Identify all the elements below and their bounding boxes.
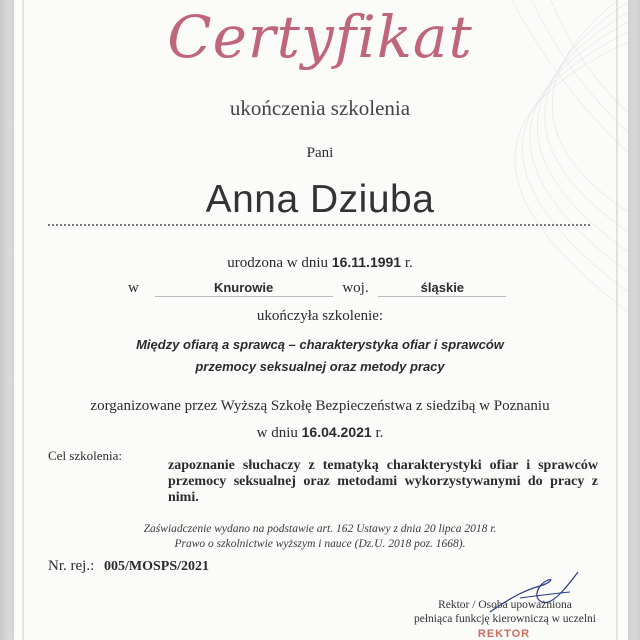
province-label: woj. xyxy=(342,280,369,296)
legal-line1: Zaświadczenie wydano na podstawie art. 162 Ustawy z dnia 20 lipca 2018 r. xyxy=(143,523,497,535)
birth-prefix: urodzona w dniu xyxy=(227,255,329,271)
signer-line1: Rektor / Osoba upoważniona xyxy=(438,599,572,611)
birth-suffix: r. xyxy=(404,255,413,271)
course-date-row xyxy=(0,424,640,442)
course-title-line1: Między ofiarą a sprawcą – charakterystyka ofiar i sprawców xyxy=(136,337,504,352)
course-title-line2: przemocy seksualnej oraz metody pracy xyxy=(195,359,445,374)
place-row xyxy=(128,280,528,297)
birth-date: 16.11.1991 xyxy=(331,254,402,270)
goal-text: zapoznanie słuchaczy z tematyką charakterystyki ofiar i sprawców przemocy seksualnej oraz metodami wykorzystywanymi do pracy z nimi. xyxy=(168,458,598,505)
salutation: Pani xyxy=(306,145,334,161)
certificate-title: Certyfikat xyxy=(167,3,473,71)
course-date-prefix: w dniu xyxy=(256,425,298,441)
recipient-name: Anna Dziuba xyxy=(205,178,435,221)
birth-province: śląskie xyxy=(378,280,506,297)
rector-stamp-icon xyxy=(466,620,542,640)
goal-label: Cel szkolenia: xyxy=(48,448,123,463)
birth-city: Knurowie xyxy=(155,280,333,297)
registration-number-row xyxy=(48,558,209,575)
signer-line2: pełniąca funkcję kierowniczą w uczelni xyxy=(414,613,596,625)
course-title xyxy=(0,334,640,378)
registration-number: 005/MOSPS/2021 xyxy=(104,559,210,574)
birth-row xyxy=(0,254,640,272)
completed-label: ukończyła szkolenie: xyxy=(256,308,384,324)
course-date: 16.04.2021 xyxy=(301,424,372,440)
legal-line2: Prawo o szkolnictwie wyższym i nauce (Dz.U. 2018 poz. 1668). xyxy=(174,538,466,550)
course-date-suffix: r. xyxy=(375,425,384,441)
legal-basis xyxy=(0,522,640,552)
certificate-subtitle: ukończenia szkolenia xyxy=(229,96,411,120)
registration-label: Nr. rej.: xyxy=(48,558,95,574)
organizer-text: zorganizowane przez Wyższą Szkołę Bezpieczeństwa z siedzibą w Poznaniu xyxy=(90,398,550,414)
svg-text:REKTOR: REKTOR xyxy=(477,628,531,640)
place-prefix: w xyxy=(128,280,139,296)
dotted-divider xyxy=(48,224,590,226)
